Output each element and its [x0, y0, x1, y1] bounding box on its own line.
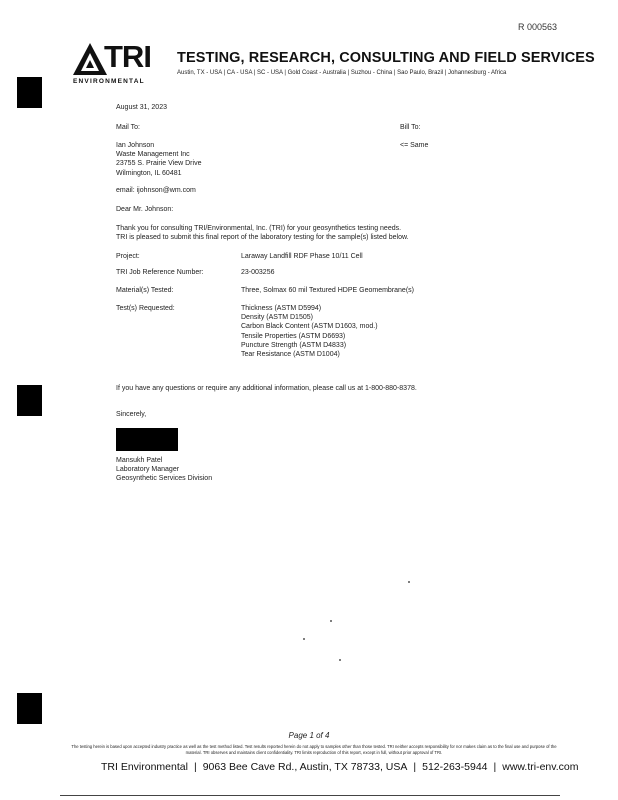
- project-value: Laraway Landfill RDF Phase 10/11 Cell: [241, 253, 363, 260]
- scan-speck: [330, 620, 332, 622]
- test-item: Puncture Strength (ASTM D4833): [241, 341, 347, 349]
- job-ref-label: TRI Job Reference Number:: [116, 269, 204, 276]
- header-locations: Austin, TX - USA | CA - USA | SC - USA | Gold Coast - Australia | Suzhou - China | Sao Paulo, Brazil | Johannesburg - Africa: [177, 70, 507, 76]
- tests-list: [241, 304, 378, 359]
- page-number: Page 1 of 4: [288, 731, 330, 740]
- bottom-rule: [60, 795, 560, 796]
- recipient-company: Waste Management Inc: [116, 151, 190, 159]
- intro-line: Thank you for consulting TRI/Environmental, Inc. (TRI) for your geosynthetics testing needs.: [116, 225, 402, 232]
- footer-company: TRI Environmental: [101, 761, 188, 773]
- materials-value: Three, Solmax 60 mil Textured HDPE Geomembrane(s): [241, 287, 414, 294]
- intro-paragraph: [116, 224, 409, 242]
- signer-name: Mansukh Patel: [116, 457, 163, 464]
- binder-hole-top: [17, 77, 42, 108]
- bill-to-value: <= Same: [400, 142, 429, 149]
- signer-title: Laboratory Manager: [116, 466, 180, 474]
- project-label: Project:: [116, 253, 140, 260]
- test-item: Tear Resistance (ASTM D1004): [241, 351, 340, 359]
- test-item: Density (ASTM D1505): [241, 314, 313, 322]
- recipient-address: [116, 141, 201, 178]
- redacted-signature: [116, 428, 178, 451]
- triangle-logo-icon: [72, 42, 108, 76]
- closing-note: If you have any questions or require any additional information, please call us at 1-800-880-8378.: [116, 385, 417, 392]
- company-logo: [72, 39, 172, 88]
- signer-division: Geosynthetic Services Division: [116, 475, 213, 483]
- footer-phone: 512-263-5944: [422, 761, 488, 773]
- recipient-email: email: ijohnson@wm.com: [116, 187, 196, 194]
- signature-block: [116, 456, 212, 484]
- salutation: Dear Mr. Johnson:: [116, 206, 174, 213]
- bill-to-label: Bill To:: [400, 124, 421, 131]
- scan-speck: [408, 581, 410, 583]
- header-title: TESTING, RESEARCH, CONSULTING AND FIELD SERVICES: [177, 50, 595, 66]
- sign-off: Sincerely,: [116, 411, 147, 418]
- logo-tagline: ENVIRONMENTAL: [73, 78, 145, 85]
- mail-to-label: Mail To:: [116, 124, 140, 131]
- recipient-street: 23755 S. Prairie View Drive: [116, 160, 202, 168]
- job-ref-value: 23-003256: [241, 269, 275, 276]
- intro-line: TRI is pleased to submit this final report of the laboratory testing for the sample(s) listed below.: [116, 234, 409, 242]
- logo-wordmark: TRI: [104, 39, 151, 74]
- footer-disclaimer: The testing herein is based upon accepted industry practice as well as the test method listed. Test results reported herein do not apply to samples other than those tested. TRI neither accepts responsibility for nor makes claim as to the final use and purpose of the material. TRI observes and maintains client confidentiality. TRI limits reproduction of this report, except in full, without prior approval of TRI.: [71, 744, 557, 755]
- tests-label: Test(s) Requested:: [116, 305, 175, 312]
- test-item: Carbon Black Content (ASTM D1603, mod.): [241, 323, 378, 331]
- scan-speck: [303, 638, 305, 640]
- binder-hole-bottom: [17, 693, 42, 724]
- scan-speck: [339, 659, 341, 661]
- binder-hole-middle: [17, 385, 42, 416]
- letter-date: August 31, 2023: [116, 104, 167, 111]
- footer-address: 9063 Bee Cave Rd., Austin, TX 78733, USA: [202, 761, 408, 773]
- test-item: Tensile Properties (ASTM D6693): [241, 332, 346, 340]
- test-item: Thickness (ASTM D5994): [241, 305, 322, 312]
- footer-contact: TRI Environmental | 9063 Bee Cave Rd., Austin, TX 78733, USA | 512-263-5944 | www.tri-env.com: [101, 761, 579, 773]
- footer-website[interactable]: www.tri-env.com: [502, 761, 579, 773]
- recipient-name: Ian Johnson: [116, 142, 155, 149]
- bates-number: R 000563: [518, 22, 558, 32]
- recipient-city: Wilmington, IL 60481: [116, 169, 182, 177]
- materials-label: Material(s) Tested:: [116, 287, 174, 294]
